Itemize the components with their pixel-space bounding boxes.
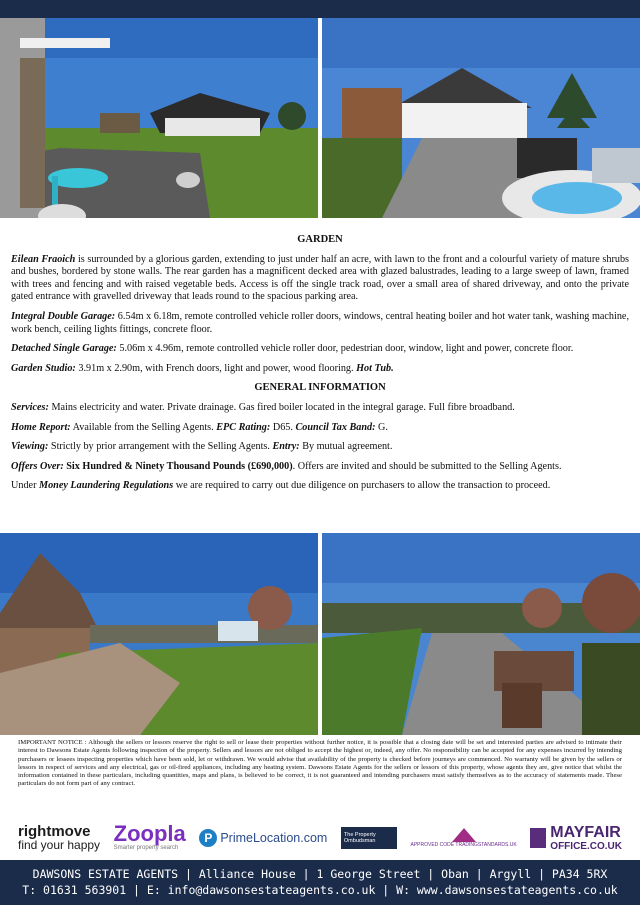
epc-text: D65. bbox=[270, 421, 296, 433]
services-paragraph bbox=[11, 402, 629, 415]
primelocation-logo[interactable] bbox=[199, 829, 327, 847]
mayfair-tower-icon bbox=[530, 828, 546, 848]
rightmove-name: rightmove bbox=[18, 823, 91, 840]
mayfair-name: MAYFAIR bbox=[550, 823, 621, 841]
garden-studio-label: Garden Studio: bbox=[11, 362, 76, 374]
single-garage-label: Detached Single Garage: bbox=[11, 343, 117, 355]
mlr-text: we are required to carry out due diligence on purchasers to allow the transaction to proceed. bbox=[173, 480, 551, 492]
garden-heading: GARDEN bbox=[297, 234, 343, 245]
approved-code-text: APPROVED CODE TRADINGSTANDARDS.UK bbox=[410, 842, 517, 848]
primelocation-name: PrimeLocation.com bbox=[220, 831, 328, 845]
garden-photo-lawn-studio bbox=[0, 533, 318, 735]
hot-tub-label: Hot Tub. bbox=[356, 362, 394, 374]
mayfair-domain: OFFICE.CO.UK bbox=[550, 840, 622, 852]
important-notice: IMPORTANT NOTICE : Although the sellers or lessors reserve the right to sell or lease their properties without further notice, it is possible that a closing date will be set and interested parties are advised to intimate their interest to Dawsons Estate Agents following inspection of the property. Sellers and lessors are not obliged to accept the highest or, indeed, any offer. No responsibility can be accepted for any expenses incurred by intending purchasers or lessees inspecting properties which have been sold, let or withdrawn. We would advise that availability of the property is checked before journeys are commenced. No warranty will be given by the sellers or lessors in respect of services and any electrical, gas or oil-fired appliances, including any heating system. Dawsons Estate Agents for the sellers or lessors of this property, whose agents they are, give notice that whilst the information contained in these particulars, including quantities, maps and plans, is believed to be correct, it is not guaranteed and intending purchasers must satisfy themselves as to the accuracy of statements made. These particulars do not form part of any contract. bbox=[18, 739, 622, 788]
home-report-text: Available from the Selling Agents. bbox=[70, 421, 217, 433]
zoopla-tagline: Smarter property search bbox=[113, 845, 179, 851]
garden-photo-deck-chairs bbox=[0, 18, 318, 218]
offers-label: Offers Over: bbox=[11, 460, 64, 472]
money-laundering-paragraph bbox=[11, 480, 629, 493]
zoopla-name: Zoopla bbox=[113, 821, 186, 846]
services-label: Services: bbox=[11, 401, 49, 413]
garden-property-name: Eilean Fraoich bbox=[11, 253, 76, 265]
offers-paragraph bbox=[11, 461, 629, 474]
council-tax-text: G. bbox=[375, 421, 388, 433]
general-info-heading: GENERAL INFORMATION bbox=[254, 382, 386, 394]
approved-code-icon bbox=[452, 828, 476, 842]
epc-label: EPC Rating: bbox=[216, 421, 271, 433]
entry-text: By mutual agreement. bbox=[299, 441, 393, 453]
property-ombudsman-logo[interactable] bbox=[341, 827, 397, 849]
council-tax-label: Council Tax Band: bbox=[295, 421, 376, 433]
contact-footer bbox=[0, 860, 640, 905]
home-report-paragraph bbox=[11, 422, 629, 435]
garden-studio-paragraph bbox=[11, 363, 629, 376]
ombudsman-text: The Property Ombudsman bbox=[343, 831, 376, 844]
double-garage-paragraph bbox=[11, 311, 629, 336]
partner-logos bbox=[18, 819, 622, 857]
single-garage-paragraph bbox=[11, 343, 629, 356]
viewing-text: Strictly by prior arrangement with the Selling Agents. bbox=[48, 441, 273, 453]
garden-description: is surrounded by a glorious garden, extending to just under half an acre, with lawn to the front and a colourful variety of mature shrubs and bushes, bordered by stone walls. The rear garden has a magnificent decked area with glazed balustrades, leading to a large sweep of lawn, framed with trees and fencing and with raised vegetable beds. Access is off the single track road, over a small area of shared driveway, and onto the private gated entrance with gravelled driveway that leads round to the spacious parking area. bbox=[11, 253, 629, 303]
zoopla-logo[interactable] bbox=[113, 821, 186, 852]
garden-paragraph bbox=[11, 254, 629, 304]
mayfair-office-logo[interactable] bbox=[530, 825, 622, 852]
offers-text: . Offers are invited and should be submitted to the Selling Agents. bbox=[292, 460, 562, 472]
garden-studio-text: 3.91m x 2.90m, with French doors, light and power, wood flooring. bbox=[75, 362, 357, 374]
rightmove-logo[interactable] bbox=[18, 824, 100, 852]
mlr-prefix: Under bbox=[11, 480, 40, 492]
home-report-label: Home Report: bbox=[11, 421, 71, 433]
garden-photo-house-hot-tub bbox=[322, 18, 640, 218]
mlr-label: Money Laundering Regulations bbox=[39, 480, 174, 492]
double-garage-text: 6.54m x 6.18m, remote controlled vehicle roller doors, windows, central heating boiler and hot water tank, washing machine, work bench, ceiling lights fittings, concrete floor. bbox=[11, 310, 630, 335]
rightmove-tagline: find your happy bbox=[18, 838, 101, 852]
footer-contact[interactable]: T: 01631 563901 | E: info@dawsonsestateagents.co.uk | W: www.dawsonsestateagents.co.uk bbox=[22, 883, 618, 897]
offers-price: Six Hundred & Ninety Thousand Pounds (£690,000) bbox=[63, 460, 293, 472]
garden-photo-deck-furniture bbox=[322, 533, 640, 735]
services-text: Mains electricity and water. Private drainage. Gas fired boiler located in the integral garage. Full fibre broadband. bbox=[48, 401, 515, 413]
viewing-paragraph bbox=[11, 441, 629, 454]
approved-code-logo[interactable] bbox=[410, 828, 516, 848]
viewing-label: Viewing: bbox=[11, 441, 49, 453]
double-garage-label: Integral Double Garage: bbox=[11, 310, 116, 322]
single-garage-text: 5.06m x 4.96m, remote controlled vehicle roller door, pedestrian door, window, light and power, concrete floor. bbox=[116, 343, 574, 355]
footer-address: DAWSONS ESTATE AGENTS | Alliance House | 1 George Street | Oban | Argyll | PA34 5RX bbox=[32, 867, 608, 881]
entry-label: Entry: bbox=[272, 441, 300, 453]
primelocation-p-icon: P bbox=[199, 829, 217, 847]
top-bar bbox=[0, 0, 640, 18]
